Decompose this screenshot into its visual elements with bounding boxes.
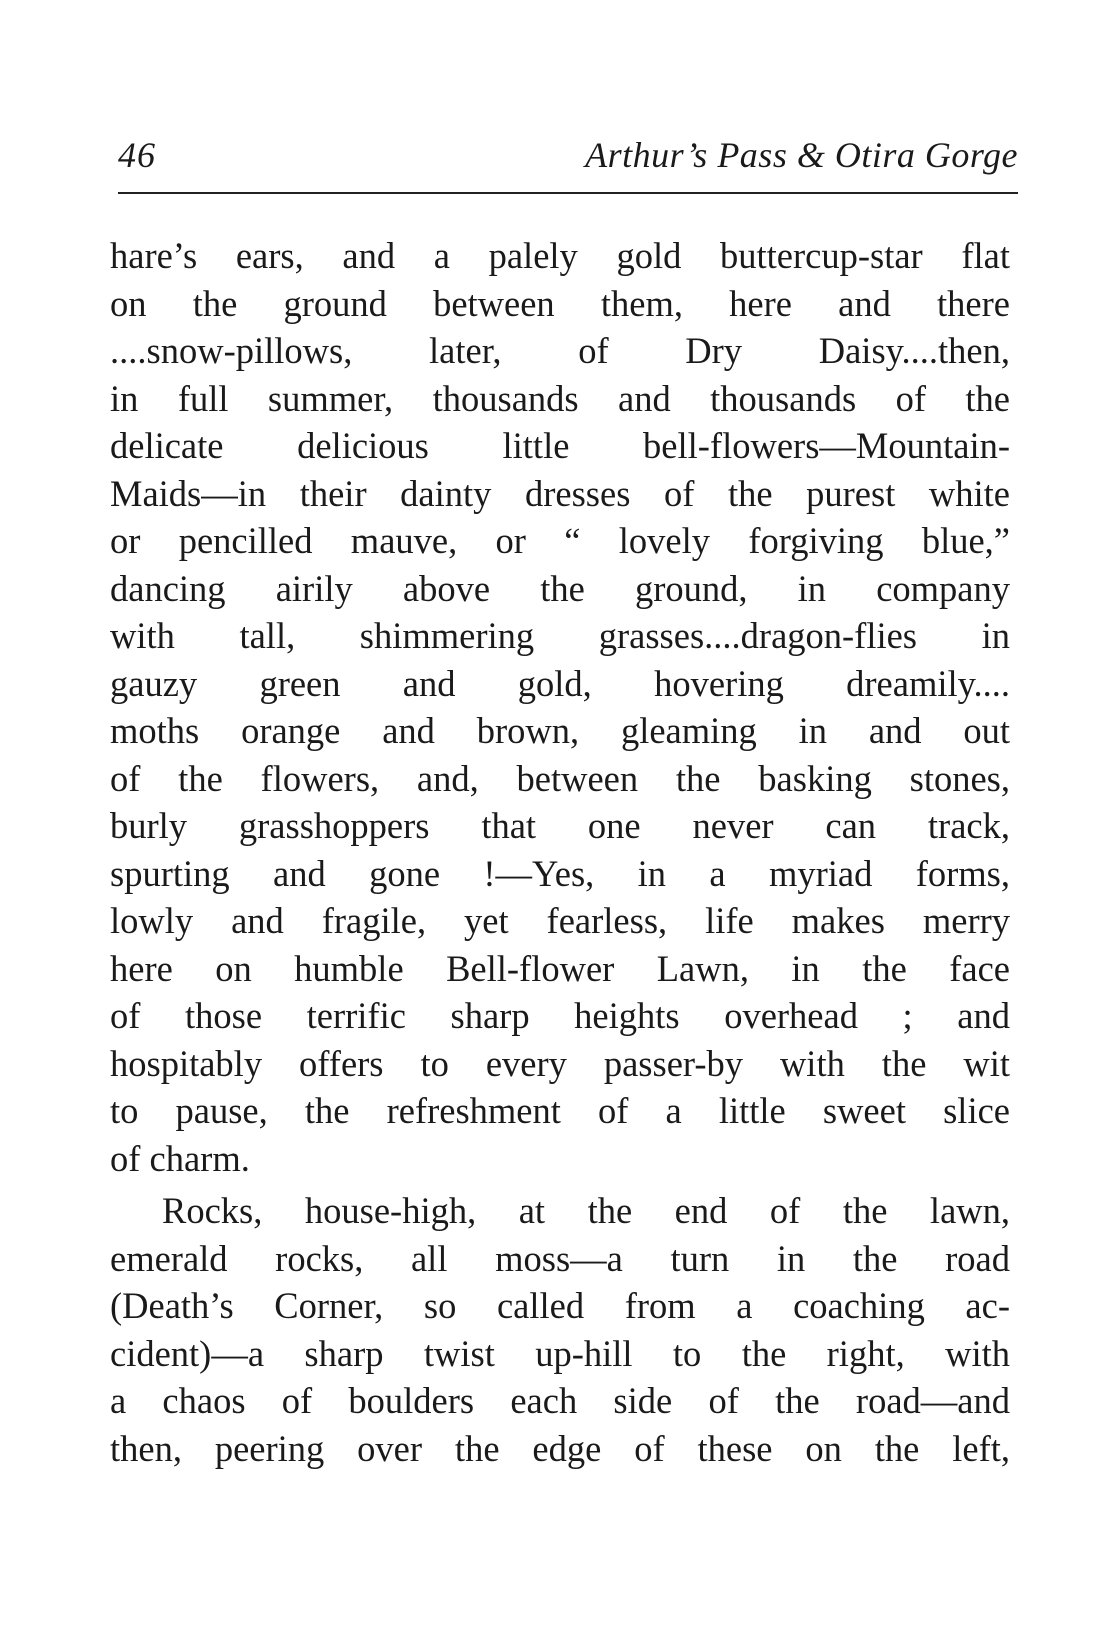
text-line: of the flowers, and, between the basking stones, (110, 757, 1010, 799)
page-number: 46 (118, 135, 156, 175)
page-header (118, 128, 1018, 188)
paragraph-1 (110, 232, 1010, 1182)
text-line: a chaos of boulders each side of the road—and (110, 1380, 1010, 1421)
text-line: of charm. (110, 1137, 250, 1179)
text-line: ....snow-pillows, later, of Dry Daisy....then, (110, 330, 1010, 371)
text-line: burly grasshoppers that one never can track, (110, 805, 1010, 846)
text-line: hare’s ears, and a palely gold buttercup-star flat (110, 235, 1010, 276)
text-line: then, peering over the edge of these on the left, (110, 1427, 1010, 1469)
text-line: Rocks, house-high, at the end of the lawn, (162, 1190, 1010, 1231)
text-line: on the ground between them, here and there (110, 282, 1010, 324)
body-text (110, 232, 1010, 1472)
text-line: hospitably offers to every passer-by with the wit (110, 1042, 1010, 1084)
text-line: with tall, shimmering grasses....dragon-flies in (110, 615, 1010, 656)
paragraph-2 (110, 1187, 1010, 1472)
text-line: of those terrific sharp heights overhead ; and (110, 995, 1010, 1036)
text-line: delicate delicious little bell-flowers—Mountain- (110, 425, 1010, 466)
running-title: Arthur’s Pass & Otira Gorge (585, 135, 1018, 175)
text-line: dancing airily above the ground, in company (110, 567, 1010, 609)
text-line: emerald rocks, all moss—a turn in the road (110, 1237, 1010, 1279)
header-rule (118, 192, 1018, 194)
text-line: moths orange and brown, gleaming in and out (110, 710, 1010, 751)
text-line: Maids—in their dainty dresses of the purest white (110, 472, 1010, 514)
text-line: spurting and gone !—Yes, in a myriad forms, (110, 852, 1010, 894)
text-line: cident)—a sharp twist up-hill to the right, with (110, 1332, 1010, 1374)
text-line: lowly and fragile, yet fearless, life makes merry (110, 900, 1010, 941)
text-line: in full summer, thousands and thousands of the (110, 377, 1010, 419)
text-line: to pause, the refreshment of a little sweet slice (110, 1090, 1010, 1131)
text-line: here on humble Bell-flower Lawn, in the face (110, 947, 1010, 989)
text-line: gauzy green and gold, hovering dreamily.... (110, 662, 1010, 704)
text-line: (Death’s Corner, so called from a coaching ac- (110, 1285, 1010, 1326)
text-line: or pencilled mauve, or “ lovely forgiving blue,” (110, 520, 1010, 561)
